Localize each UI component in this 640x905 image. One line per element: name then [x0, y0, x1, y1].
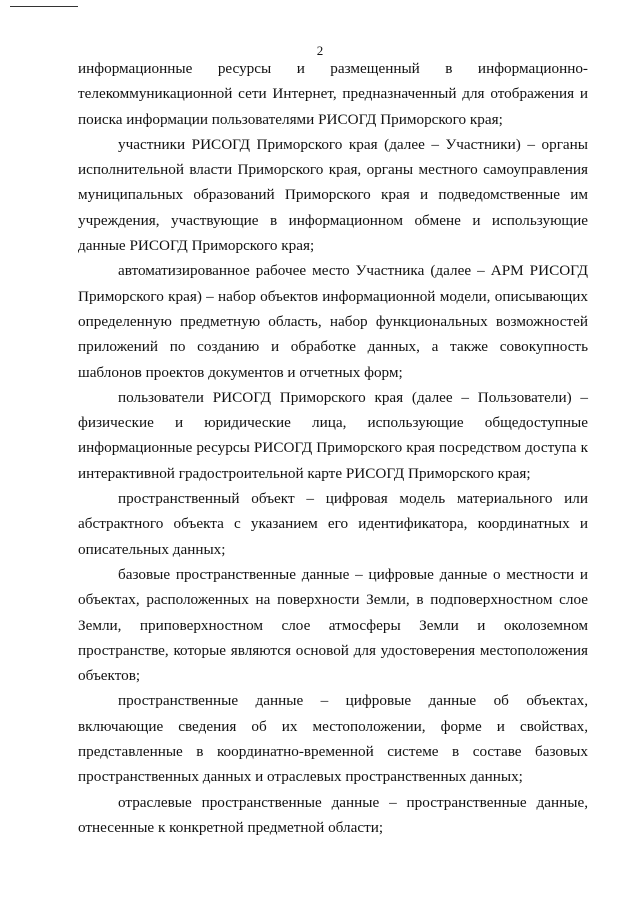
top-rule-divider	[10, 6, 78, 7]
paragraph-sectoral-spatial-data-definition: отраслевые пространственные данные – пространственные данные, отнесенные к конкретной предметной области;	[78, 793, 588, 836]
paragraph-participants-definition: участники РИСОГД Приморского края (далее – Участники) – органы исполнительной власти Приморского края, органы местного самоуправления муниципальных образований Приморского края и подведомственные им учреждения, участвующие в информационном обмене и использующие данные РИСОГД Приморского края;	[78, 135, 588, 255]
paragraph-spatial-data-definition: пространственные данные – цифровые данные об объектах, включающие сведения об их местоположении, форме и свойствах, представленные в координатно-временной системе в составе базовых пространственных данных и отраслевых пространственных данных;	[78, 692, 588, 786]
paragraph-arm-definition: автоматизированное рабочее место Участника (далее – АРМ РИСОГД Приморского края) – набор объектов информационной модели, описывающих определенную предметную область, набор функциональных возможностей приложений по созданию и обработке данных, а также совокупность шаблонов проектов документов и отчетных форм;	[78, 262, 588, 381]
paragraph-info-resources-continued: информационные ресурсы и размещенный в информационно-телекоммуникационной сети Интернет, предназначенный для отображения и поиска информации пользователями РИСОГД Приморского края;	[78, 60, 588, 128]
paragraph-spatial-object-definition: пространственный объект – цифровая модель материального или абстрактного объекта с указанием его идентификатора, координатных и описательных данных;	[78, 490, 588, 558]
page-number: 2	[316, 43, 324, 58]
paragraph-users-definition: пользователи РИСОГД Приморского края (далее – Пользователи) – физические и юридические лица, использующие общедоступные информационные ресурсы РИСОГД Приморского края посредством доступа к интерактивной градостроительной карте РИСОГД Приморского края;	[78, 388, 588, 482]
document-body	[78, 56, 588, 840]
paragraph-base-spatial-data-definition: базовые пространственные данные – цифровые данные о местности и объектах, расположенных на поверхности Земли, в подповерхностном слое Земли, приповерхностном слое атмосферы Земли и околоземном пространстве, которые являются основой для удостоверения местоположения объектов;	[78, 565, 588, 685]
